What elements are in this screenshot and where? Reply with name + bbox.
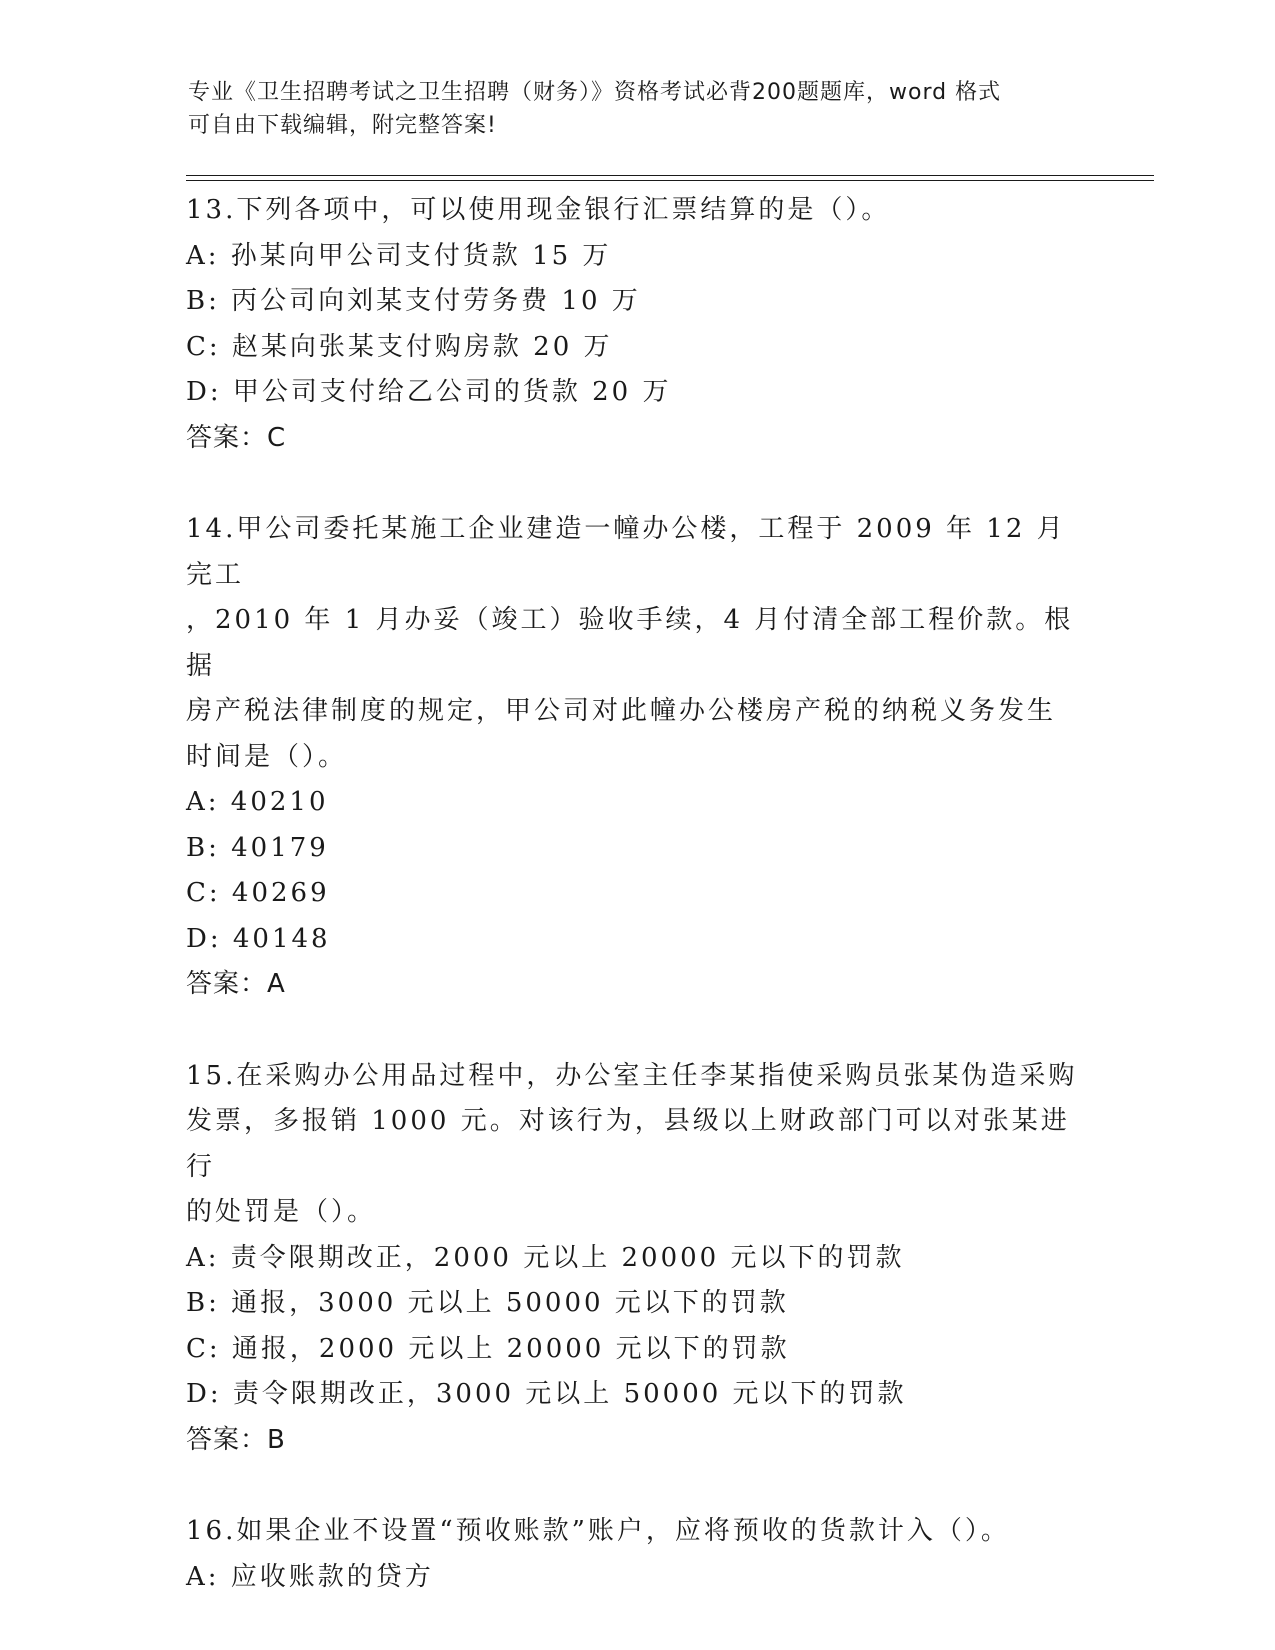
question-13-text: 13.下列各项中，可以使用现金银行汇票结算的是（）。 <box>186 195 891 225</box>
question-13-option-c: C: 赵某向张某支付购房款 20 万 <box>186 331 613 362</box>
question-14-option-a: A: 40210 <box>186 787 329 817</box>
spacer <box>186 1008 1086 1054</box>
question-15-option-a: A: 责令限期改正，2000 元以上 20000 元以下的罚款 <box>186 1242 905 1273</box>
question-14-text-line-3: 房产税法律制度的规定，甲公司对此幢办公楼房产税的纳税义务发生 <box>186 696 1057 726</box>
question-list <box>186 188 1086 1600</box>
question-14-text-line-2: ，2010 年 1 月办妥（竣工）验收手续，4 月付清全部工程价款。根据 <box>186 605 1074 681</box>
question-15-option-c: C: 通报，2000 元以上 20000 元以下的罚款 <box>186 1333 790 1364</box>
question-13-option-a: A: 孙某向甲公司支付货款 15 万 <box>186 240 612 271</box>
question-15-answer: 答案：B <box>186 1424 286 1455</box>
question-16-option-a: A: 应收账款的贷方 <box>186 1561 434 1592</box>
question-13-answer: 答案：C <box>186 422 287 453</box>
question-14-answer: 答案：A <box>186 969 286 999</box>
header-divider-bottom <box>186 180 1154 181</box>
question-13-option-b: B: 丙公司向刘某支付劳务费 10 万 <box>186 286 641 316</box>
question-13 <box>186 188 1086 461</box>
question-14-option-b: B: 40179 <box>186 832 329 863</box>
spacer <box>186 1463 1086 1509</box>
question-15-text-line-1: 15.在采购办公用品过程中，办公室主任李某指使采购员张某伪造采购 <box>186 1060 1078 1091</box>
question-14-option-c: C: 40269 <box>186 878 330 908</box>
question-14 <box>186 507 1086 1008</box>
question-16-text: 16.如果企业不设置“预收账款”账户，应将预收的货款计入（）。 <box>186 1516 1010 1546</box>
question-13-option-d: D: 甲公司支付给乙公司的货款 20 万 <box>186 377 672 407</box>
question-16 <box>186 1509 1086 1600</box>
header-line-2: 可自由下载编辑，附完整答案! <box>188 113 497 138</box>
question-15-option-b: B: 通报，3000 元以上 50000 元以下的罚款 <box>186 1288 789 1318</box>
header-line-1: 专业《卫生招聘考试之卫生招聘（财务）》资格考试必背200题题库，word 格式 <box>188 80 1002 105</box>
question-14-text-line-1: 14.甲公司委托某施工企业建造一幢办公楼，工程于 2009 年 12 月完工 <box>186 514 1066 590</box>
header-divider-top <box>186 175 1154 176</box>
spacer <box>186 461 1086 507</box>
question-14-text-line-4: 时间是（）。 <box>186 741 348 772</box>
question-15 <box>186 1054 1086 1464</box>
question-15-option-d: D: 责令限期改正，3000 元以上 50000 元以下的罚款 <box>186 1379 907 1409</box>
document-header <box>188 76 1068 142</box>
question-15-text-line-3: 的处罚是（）。 <box>186 1197 377 1227</box>
question-15-text-line-2: 发票，多报销 1000 元。对该行为，县级以上财政部门可以对张某进行 <box>186 1106 1070 1182</box>
question-14-option-d: D: 40148 <box>186 923 331 954</box>
